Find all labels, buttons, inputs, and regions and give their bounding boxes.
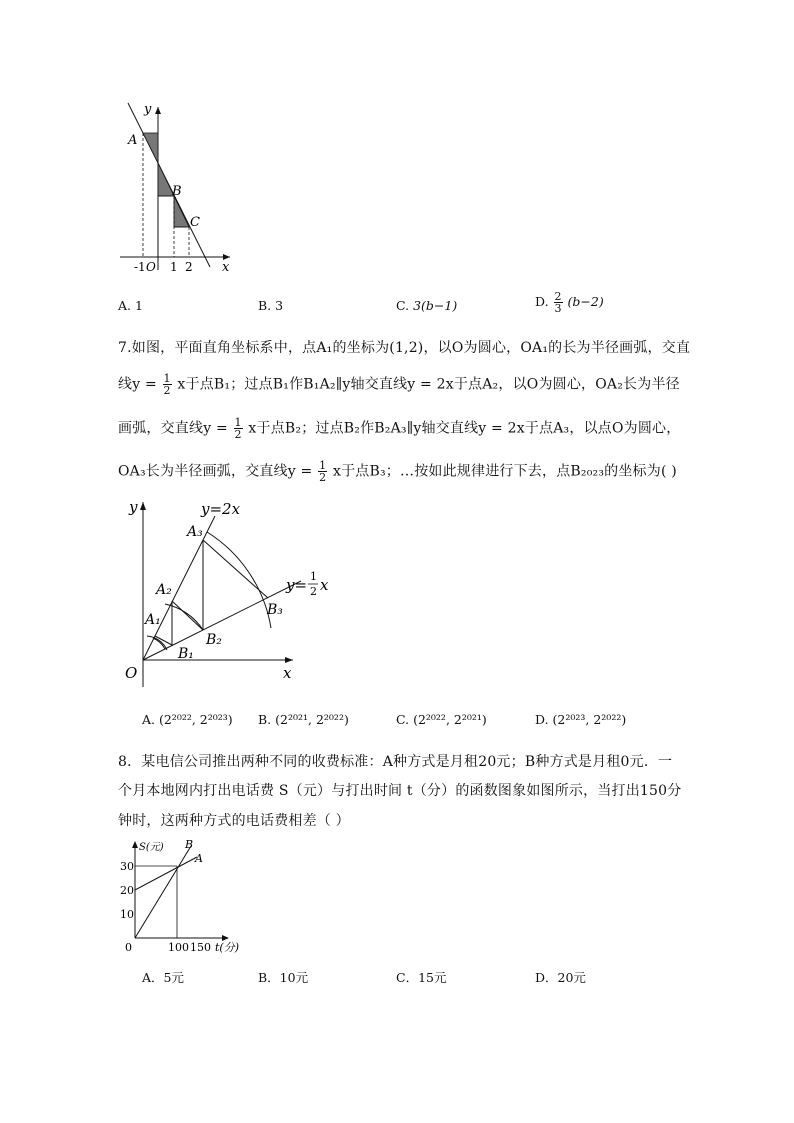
q7-option-c[interactable]: C. (2²⁰²², 2²⁰²¹) [396, 712, 487, 727]
q7-label-x: x [283, 664, 292, 682]
q7-line-4-frac-num: 1 [319, 459, 327, 472]
q7-line-4-a: OA₃长为半径画弧，交直线y = [118, 463, 313, 480]
q7-line-4-fraction [318, 460, 327, 483]
q7-label-2x: y=2x [201, 500, 241, 518]
q7-line-2-a: 线y = [118, 376, 157, 393]
q6-label-y: y [144, 102, 152, 117]
q6-option-c-expr: 3(b−1) [413, 298, 458, 313]
q7-label-half-pre: y= [286, 576, 308, 594]
q6-y-arrow [155, 107, 161, 114]
q7-line-2-frac-num: 1 [163, 372, 171, 385]
q7-label-o: O [125, 664, 138, 682]
q8-tick-30: 30 [120, 860, 134, 873]
q7-x-arrow [285, 657, 293, 663]
q8-option-d[interactable]: D．20元 [535, 970, 586, 985]
q6-option-d-fraction [554, 291, 563, 314]
q8-option-a[interactable]: A．5元 [142, 970, 184, 985]
q8-tick-20: 20 [120, 884, 134, 897]
q6-label-b: B [172, 184, 182, 199]
q6-option-d-expr: (b−2) [567, 294, 604, 309]
q8-figure [115, 838, 255, 956]
q7-y-arrow [140, 502, 146, 510]
q6-option-c-prefix: C. [396, 298, 410, 313]
q7-line-3-fraction [234, 417, 243, 440]
q8-label-b: B [185, 838, 194, 851]
q8-label-a: A [195, 852, 203, 865]
q7-line-3-a: 画弧，交直线y = [118, 420, 228, 437]
q7-line-3-frac-num: 1 [234, 416, 242, 429]
q7-label-a3: A₃ [187, 524, 203, 540]
q8-tick-100: 100 [168, 941, 189, 954]
q7-label-half-num: 1 [310, 570, 317, 583]
q7-line-4 [118, 460, 677, 483]
q6-option-d-prefix: D. [535, 294, 549, 309]
q7-label-b3: B₃ [267, 602, 283, 618]
q7-arc-2 [165, 604, 203, 630]
q7-line-3 [118, 417, 680, 440]
q7-line-2-fraction [163, 373, 172, 396]
q7-label-b1: B₁ [178, 646, 194, 662]
q7-line-3-frac-den: 2 [234, 428, 242, 441]
q7-label-a1: A₁ [145, 612, 161, 628]
q8-line-2: 个月本地网内打出电话费 S（元）与打出时间 t（分）的函数图象如图所示，当打出150分 [118, 783, 682, 799]
q7-line-4-frac-den: 2 [319, 471, 327, 484]
q8-tick-10: 10 [120, 908, 134, 921]
q6-option-a[interactable]: A. 1 [118, 298, 143, 313]
q6-option-c[interactable] [396, 298, 457, 313]
q7-option-a[interactable]: A. (2²⁰²², 2²⁰²³) [142, 712, 233, 727]
q6-figure [110, 95, 250, 280]
q6-option-d-den: 3 [554, 302, 562, 315]
q7-line-3-b: x于点B₂；过点B₂作B₂A₃∥y轴交直线y = 2x于点A₃，以点O为圆心， [248, 420, 681, 437]
q7-figure [115, 492, 340, 692]
q7-line-1: 7.如图，平面直角坐标系中，点A₁的坐标为(1,2)，以O为圆心，OA₁的长为半径画弧，交直 [118, 340, 691, 356]
q8-line-a [135, 857, 197, 890]
q8-line-b [135, 846, 191, 938]
q6-label-2: 2 [185, 260, 193, 274]
q8-option-b[interactable]: B．10元 [258, 970, 309, 985]
q6-label-o: O [146, 260, 156, 274]
q6-label-1: 1 [170, 260, 178, 274]
q8-option-c[interactable]: C．15元 [396, 970, 447, 985]
q6-shade-a [143, 133, 158, 163]
q6-option-d-num: 2 [554, 290, 562, 303]
q7-label-y: y [129, 498, 138, 516]
q7-option-d[interactable]: D. (2²⁰²³, 2²⁰²²) [535, 712, 627, 727]
q6-option-b[interactable]: B. 3 [258, 298, 284, 313]
q6-label-x: x [222, 260, 230, 275]
q6-shade-c [174, 196, 189, 227]
q7-label-half-post: x [320, 576, 329, 594]
q8-y-arrow [132, 841, 138, 848]
q7-line-2-frac-den: 2 [163, 384, 171, 397]
q7-line-2 [118, 373, 680, 396]
q7-a3b3 [203, 540, 268, 598]
q7-label-b2: B₂ [206, 632, 222, 648]
q8-line-3: 钟时，这两种方式的电话费相差（ ） [118, 813, 350, 829]
q7-option-b[interactable]: B. (2²⁰²¹, 2²⁰²²) [258, 712, 349, 727]
q7-label-half-den: 2 [310, 585, 317, 598]
q7-label-a2: A₂ [156, 582, 172, 598]
q7-arc-3 [207, 532, 271, 628]
q7-line-2-b: x于点B₁；过点B₁作B₁A₂∥y轴交直线y = 2x于点A₂，以O为圆心，OA₂长为半径 [177, 376, 680, 393]
q8-ylabel: S(元) [139, 842, 164, 853]
q6-label-neg1: -1 [134, 260, 146, 274]
q7-line-4-b: x于点B₃；…按如此规律进行下去，点B₂₀₂₃的坐标为( ) [333, 463, 677, 480]
q6-option-d[interactable] [535, 291, 604, 314]
q8-line-1: 8．某电信公司推出两种不同的收费标准：A种方式是月租20元；B种方式是月租0元．一 [118, 754, 673, 770]
q8-xlabel: t(分) [215, 941, 240, 954]
q8-tick-0: 0 [125, 941, 132, 954]
q8-tick-150: 150 [190, 941, 211, 954]
q6-label-c: C [190, 215, 200, 230]
q7-a2b2 [172, 601, 203, 630]
q6-label-a: A [128, 133, 138, 148]
